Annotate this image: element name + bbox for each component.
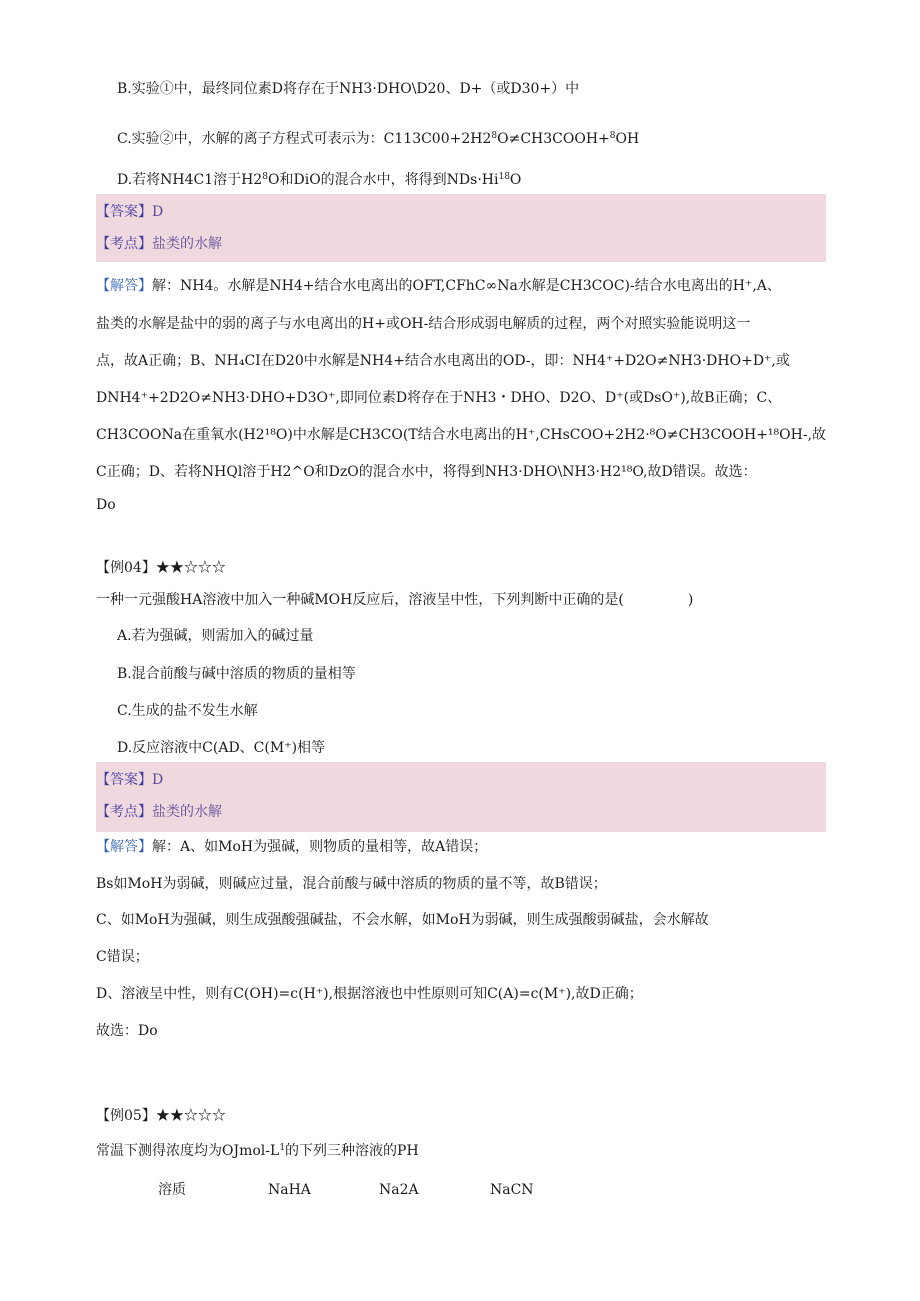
option-a: A.若为强碱，则需加入的碱过量 [117, 628, 314, 644]
point-line: 【考点】盐类的水解 [96, 236, 222, 252]
solution-line-1: 【解答】解：NH4。水解是NH4+结合水电离出的OFT,CFhC∞Na水解是CH3COC)-结合水电离出的H⁺,A、 [96, 278, 781, 294]
answer-line: 【答案】D [96, 204, 164, 220]
table-header-solute: 溶质 [158, 1182, 186, 1198]
option-c: C.实验②中，水解的离子方程式可表示为：$C113C00+2H2^8O\ne CH3COOH+^8OH$ [117, 131, 640, 147]
solution-line-2: 盐类的水解是盐中的弱的离子与水电离出的H+或OH-结合形成弱电解质的过程，两个对照实验能说明这一 [96, 316, 751, 332]
solution-line-7: Do [96, 497, 116, 513]
point-line: 【考点】盐类的水解 [96, 804, 222, 820]
example-05-title: 【例05】★★☆☆☆ [96, 1108, 226, 1124]
solution-line-6: C正确；D、若将NHQl溶于H2^O和DzO的混合水中，将得到NH3·DHO\NH3·H2¹⁸O,故D错误。故选： [96, 464, 757, 480]
option-c: C.生成的盐不发生水解 [117, 703, 258, 719]
solution-line-4: DNH4⁺+2D2O≠NH3·DHO+D3O⁺,即同位素D将存在于NH3・DHO、D2O、D⁺(或DsO⁺),故B正确；C、 [96, 390, 782, 406]
example-05-stem: 常温下测得浓度均为OJmol-$L^1$的下列三种溶液的PH [96, 1143, 419, 1159]
solution-line-4: C错误； [96, 949, 149, 965]
table-header-nacn: NaCN [490, 1182, 534, 1198]
solution-line-3: C、如MoH为强碱，则生成强酸强碱盐，不会水解，如MoH为弱碱，则生成强酸弱碱盐，会水解故 [96, 912, 709, 928]
solution-line-3: 点，故A正确；B、NH₄CI在D20中水解是NH4+结合水电离出的OD-，即：NH4⁺+D2O≠NH3·DHO+D⁺,或 [96, 353, 790, 369]
table-header-na2a: Na2A [379, 1182, 419, 1198]
option-b: B.实验①中，最终同位素D将存在于NH3·DHO\D20、D+（或D30+）中 [117, 81, 580, 97]
answer-line: 【答案】D [96, 772, 164, 788]
option-d: D.反应溶液中C(AD、C(M⁺)相等 [117, 740, 326, 756]
option-b: B.混合前酸与碱中溶质的物质的量相等 [117, 666, 356, 682]
solution-line-5: CH3COONa在重氧水(H2¹⁸O)中水解是CH3CO(T结合水电离出的H⁺,CHsCOO+2H2·⁸O≠CH3COOH+¹⁸OH-,故 [96, 427, 827, 443]
example-04-title: 【例04】★★☆☆☆ [96, 560, 226, 576]
example-04-stem: 一种一元强酸HA溶液中加入一种碱MOH反应后，溶液呈中性，下列判断中正确的是( ) [96, 592, 694, 608]
option-d: D.若将NH4C1溶于$H2^8O$和DiO的混合水中，将得到$NDs\cdot Hi^{18}O$ [117, 172, 522, 188]
table-header-nahA: NaHA [268, 1182, 311, 1198]
solution-line-6: 故选：Do [96, 1023, 158, 1039]
solution-line-5: D、溶液呈中性，则有C(OH)=c(H⁺),根据溶液也中性原则可知C(A)=c(M⁺),故D正确； [96, 986, 643, 1002]
solution-line-2: Bs如MoH为弱碱，则碱应过量，混合前酸与碱中溶质的物质的量不等，故B错误； [96, 876, 607, 892]
solution-line-1: 【解答】解：A、如MoH为强碱，则物质的量相等，故A错误； [96, 839, 488, 855]
